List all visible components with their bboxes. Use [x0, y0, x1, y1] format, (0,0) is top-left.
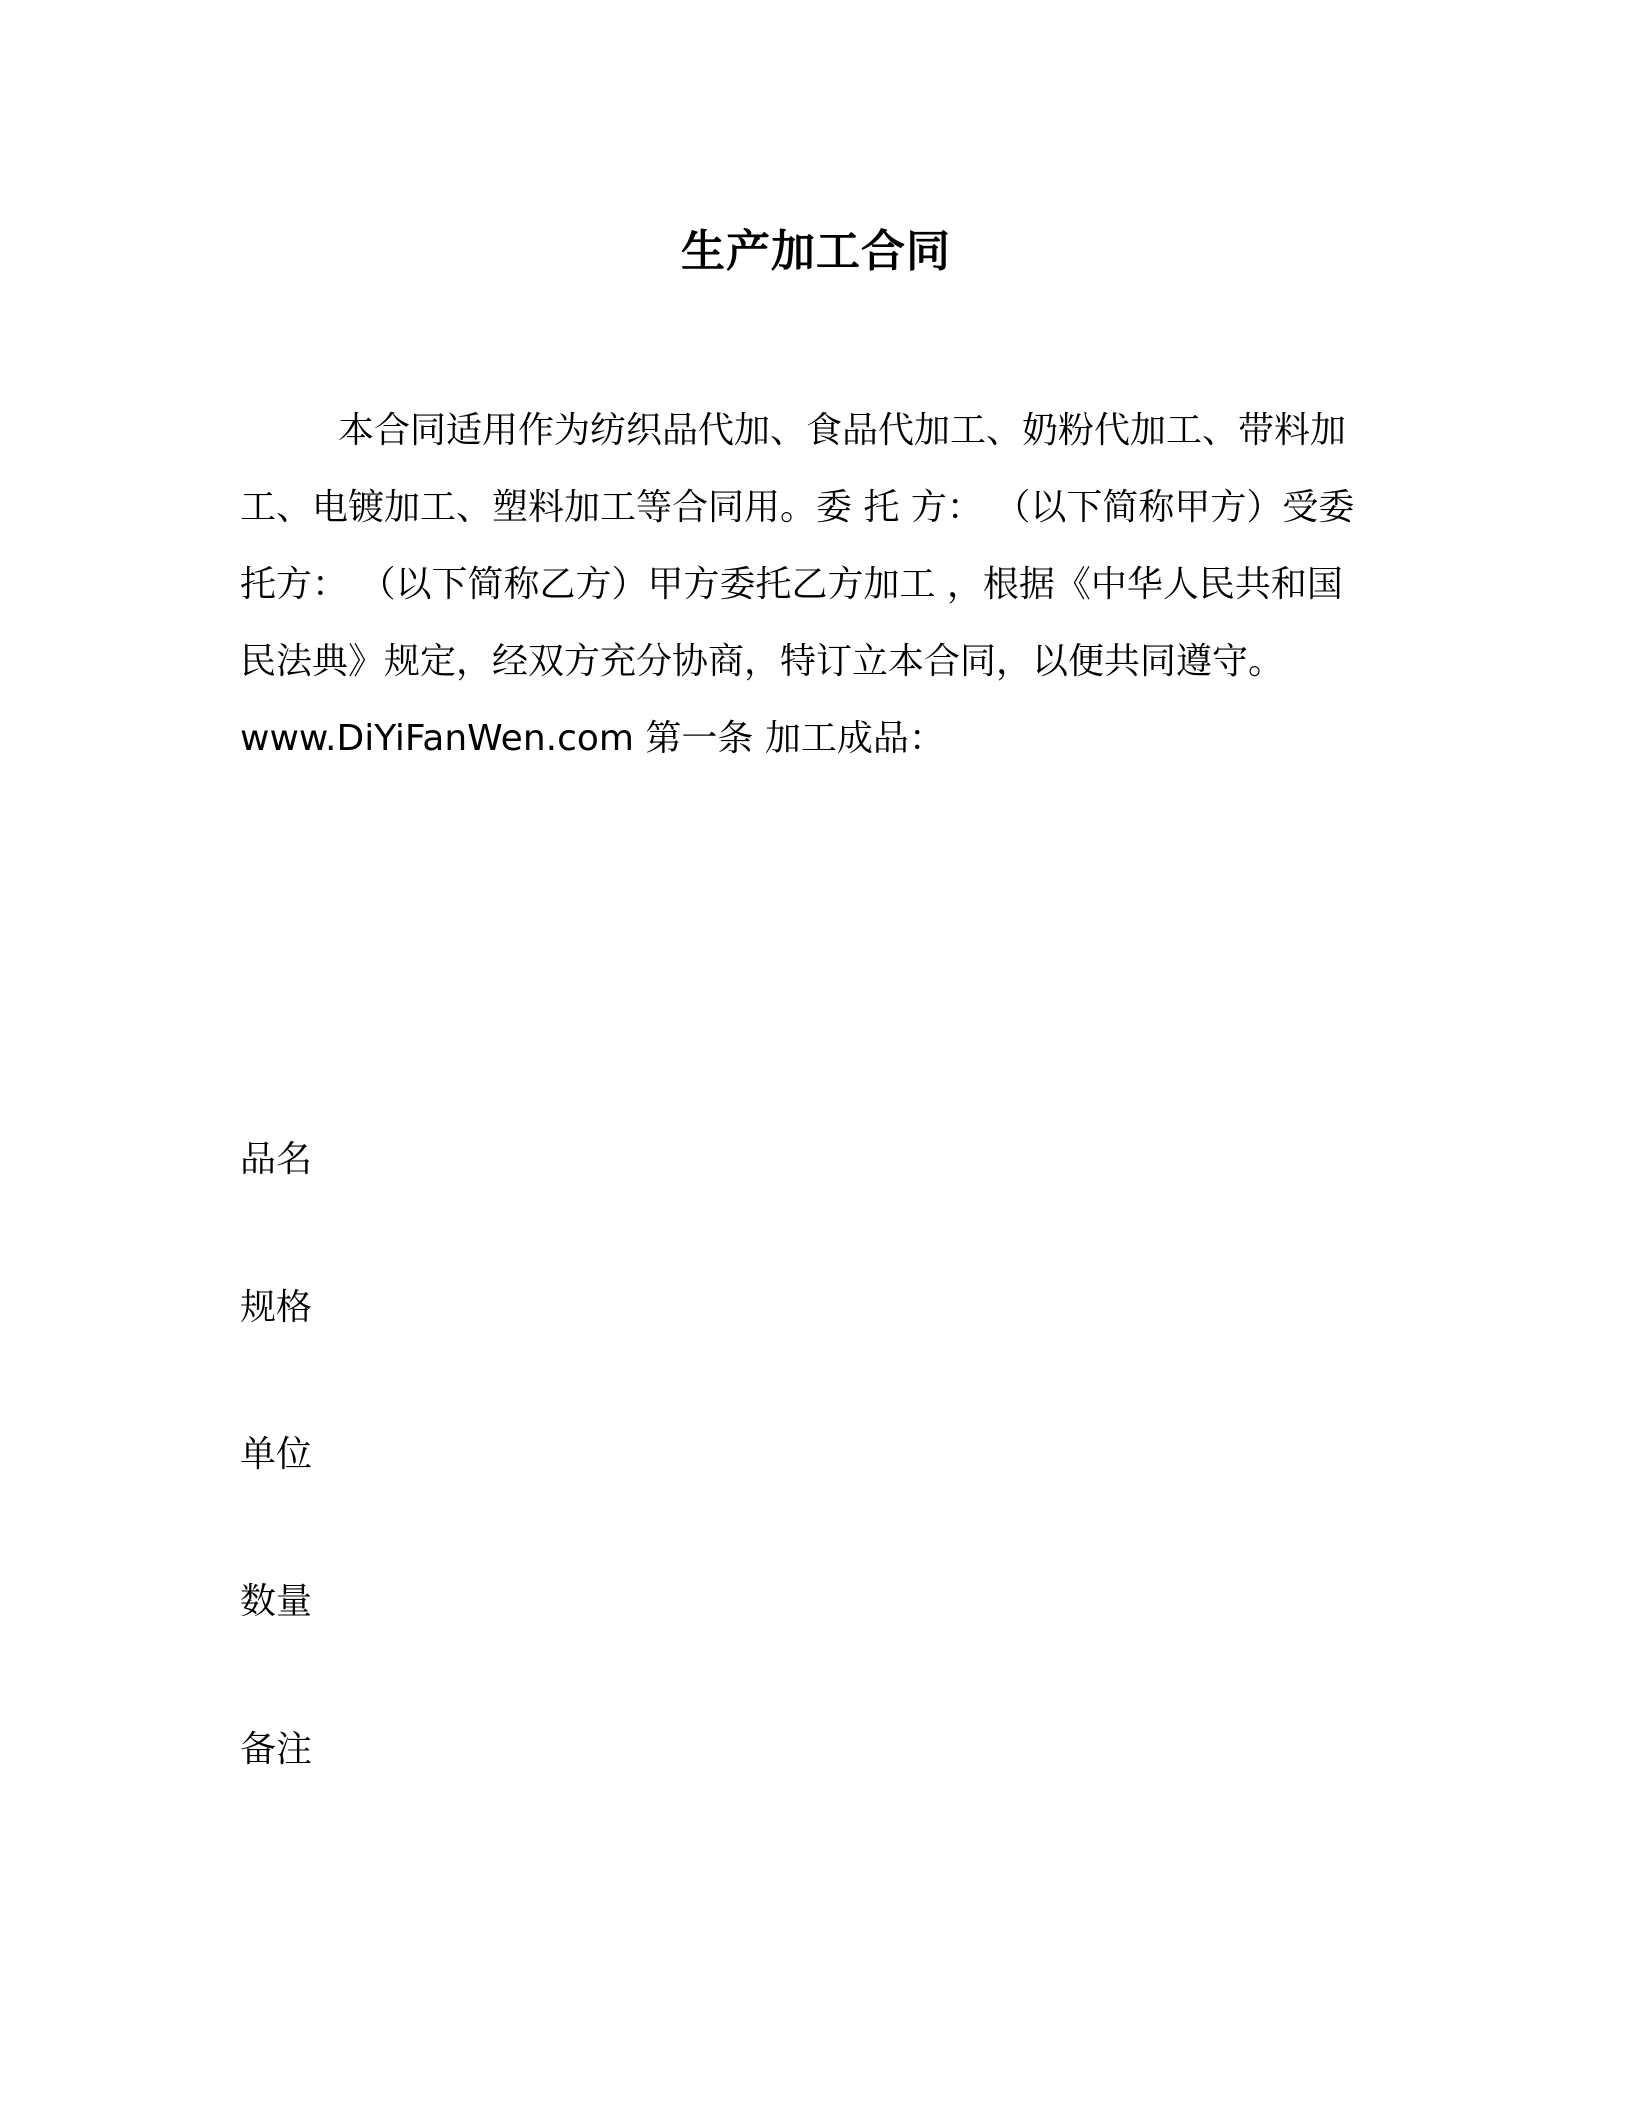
field-label-remarks: 备注 — [240, 1729, 313, 1770]
paragraph-line: 民法典》规定，经双方充分协商，特订立本合同，以便共同遵守。 — [240, 641, 1285, 682]
paragraph-line: 本合同适用作为纺织品代加、食品代加工、奶粉代加工、带料加 — [338, 410, 1347, 451]
field-label-unit: 单位 — [240, 1434, 313, 1475]
document-title: 生产加工合同 — [681, 226, 951, 277]
paragraph-line: 工、电镀加工、塑料加工等合同用。委 托 方： （以下简称甲方）受委 — [240, 487, 1355, 528]
contract-intro-paragraph — [240, 392, 1380, 777]
field-label-quantity: 数量 — [240, 1581, 313, 1622]
field-label-specification: 规格 — [240, 1287, 313, 1328]
field-label-product-name: 品名 — [240, 1139, 313, 1180]
paragraph-line: 托方： （以下简称乙方）甲方委托乙方加工 ，根据《中华人民共和国 — [240, 564, 1343, 605]
paragraph-line: www.DiYiFanWen.com 第一条 加工成品： — [240, 718, 945, 759]
